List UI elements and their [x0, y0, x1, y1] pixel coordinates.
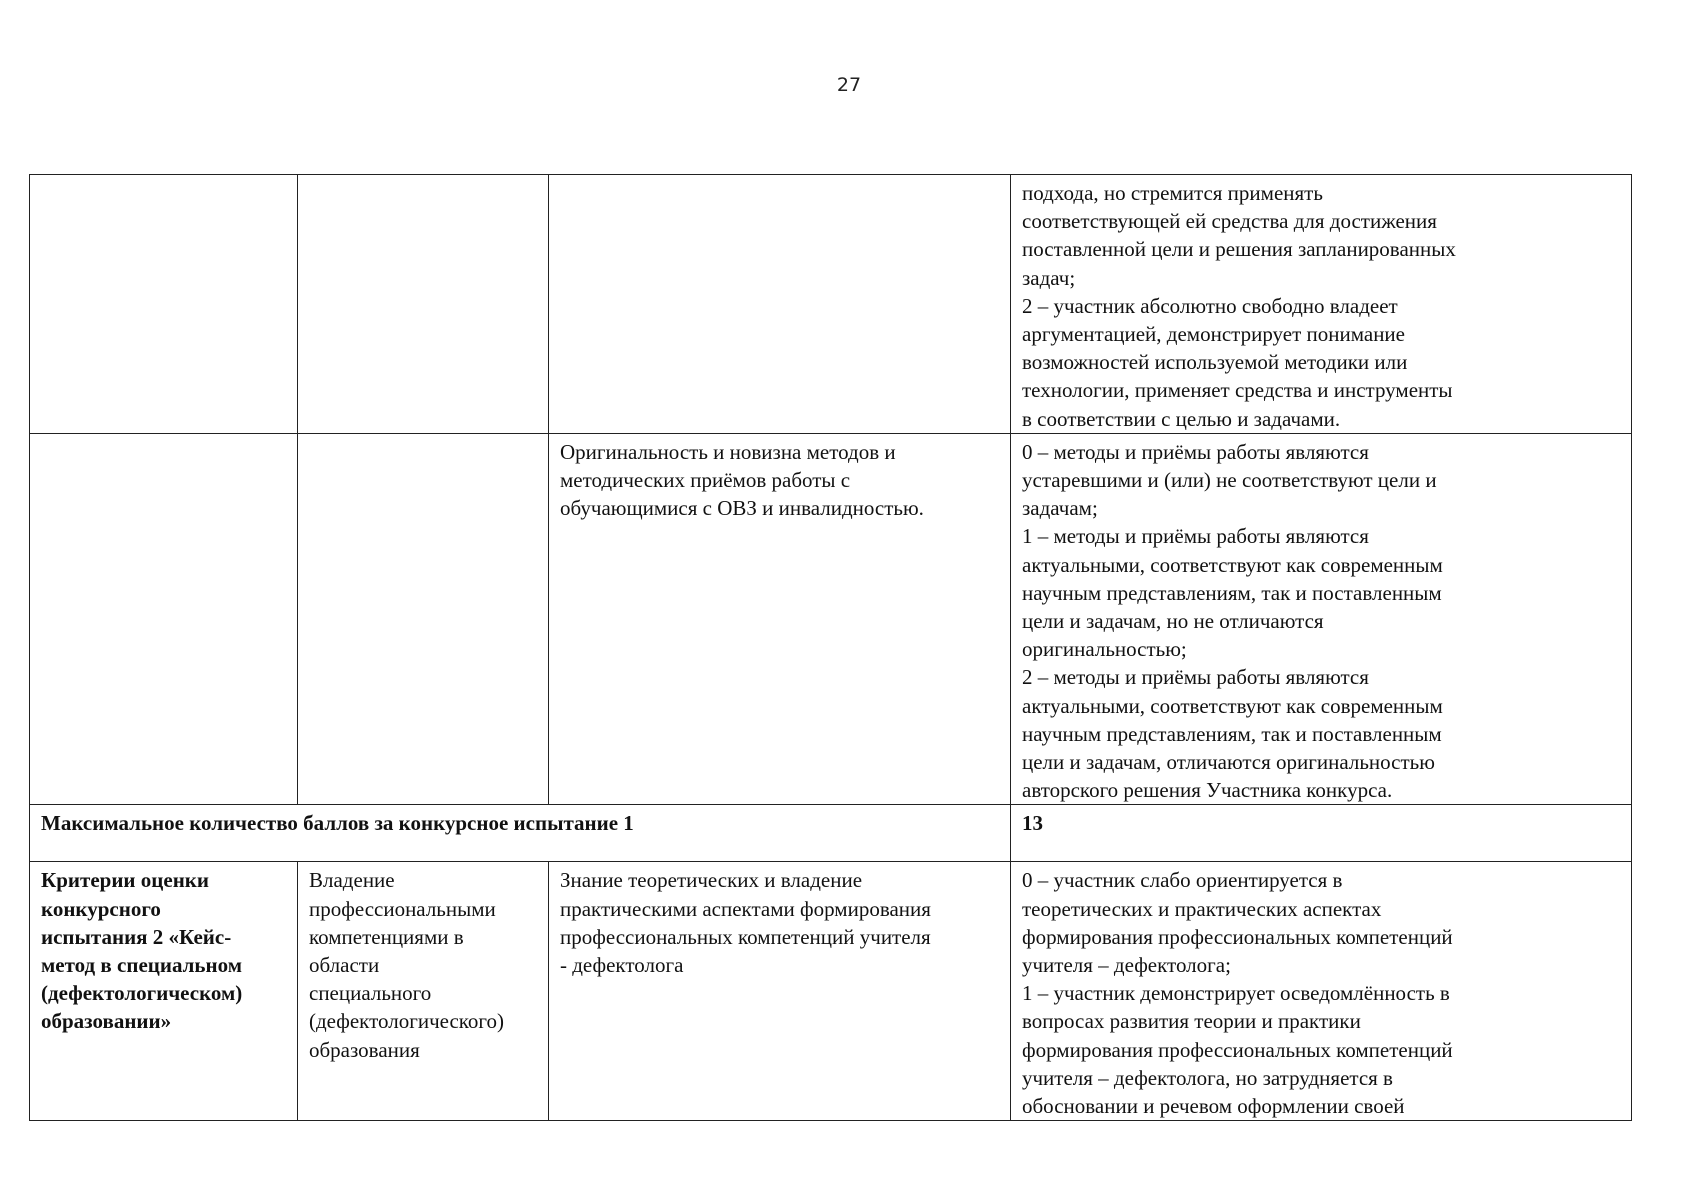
- text-line: задач;: [1022, 265, 1076, 290]
- text-line: метод в специальном: [41, 953, 243, 978]
- text-line: Оригинальность и новизна методов и: [560, 439, 896, 464]
- text-line: (дефектологическом): [41, 981, 243, 1006]
- max-score-label: Максимальное количество баллов за конкурсное испытание 1: [30, 805, 1011, 862]
- text-line: 1 – участник демонстрирует осведомлённость в: [1022, 981, 1450, 1006]
- text-line: профессиональными: [309, 896, 496, 921]
- table-row: [30, 433, 1632, 805]
- indicator-cell: [549, 433, 1011, 805]
- text-line: актуальными, соответствуют как современным: [1022, 693, 1443, 718]
- text-line: научным представлениям, так и поставленным: [1022, 721, 1442, 746]
- text-line: компетенциями в: [309, 924, 464, 949]
- text-line: учителя – дефектолога, но затрудняется в: [1022, 1065, 1393, 1090]
- text-line: конкурсного: [41, 896, 161, 921]
- text-line: обучающимися с ОВЗ и инвалидностью.: [560, 496, 924, 521]
- text-line: цели и задачам, отличаются оригинальностью: [1022, 750, 1435, 775]
- criteria-cell: [30, 862, 298, 1121]
- text-line: поставленной цели и решения запланированных: [1022, 237, 1456, 262]
- text-line: вопросах развития теории и практики: [1022, 1009, 1361, 1034]
- criteria-table: [29, 174, 1632, 1121]
- text-line: профессиональных компетенций учителя: [560, 924, 931, 949]
- text-line: возможностей используемой методики или: [1022, 350, 1408, 375]
- text-line: в соответствии с целью и задачами.: [1022, 406, 1341, 431]
- text-line: учителя – дефектолога;: [1022, 953, 1231, 978]
- text-line: (дефектологического): [309, 1009, 505, 1034]
- page-number: 27: [836, 74, 862, 96]
- table-row: [30, 175, 1632, 434]
- text-line: Знание теоретических и владение: [560, 868, 863, 893]
- text-line: теоретических и практических аспектах: [1022, 896, 1382, 921]
- text-line: технологии, применяет средства и инструменты: [1022, 378, 1453, 403]
- text-line: задачам;: [1022, 496, 1098, 521]
- text-line: актуальными, соответствуют как современным: [1022, 552, 1443, 577]
- text-line: формирования профессиональных компетенций: [1022, 1037, 1453, 1062]
- text-line: испытания 2 «Кейс-: [41, 924, 232, 949]
- text-line: методических приёмов работы с: [560, 468, 851, 493]
- criterion-cell: [298, 862, 549, 1121]
- criteria-cell: [30, 175, 298, 434]
- indicator-cell: [549, 175, 1011, 434]
- text-line: Критерии оценки: [41, 868, 209, 893]
- criterion-cell: [298, 175, 549, 434]
- text-line: цели и задачам, но не отличаются: [1022, 609, 1324, 634]
- description-cell: [1011, 433, 1632, 805]
- text-line: практическими аспектами формирования: [560, 896, 931, 921]
- criterion-cell: [298, 433, 549, 805]
- text-line: 2 – участник абсолютно свободно владеет: [1022, 293, 1398, 318]
- text-line: области: [309, 953, 380, 978]
- text-line: Владение: [309, 868, 395, 893]
- text-line: 0 – участник слабо ориентируется в: [1022, 868, 1343, 893]
- text-line: научным представлениям, так и поставленным: [1022, 580, 1442, 605]
- text-line: формирования профессиональных компетенций: [1022, 924, 1453, 949]
- text-line: подхода, но стремится применять: [1022, 181, 1323, 205]
- description-cell: [1011, 862, 1632, 1121]
- table-row-max-score: [30, 805, 1632, 862]
- max-score-value: 13: [1011, 805, 1632, 862]
- text-line: образования: [309, 1037, 420, 1062]
- text-line: 1 – методы и приёмы работы являются: [1022, 524, 1369, 549]
- description-cell: [1011, 175, 1632, 434]
- indicator-cell: [549, 862, 1011, 1121]
- text-line: - дефектолога: [560, 953, 684, 978]
- text-line: аргументацией, демонстрирует понимание: [1022, 322, 1405, 347]
- text-line: оригинальностью;: [1022, 637, 1187, 662]
- text-line: соответствующей ей средства для достижения: [1022, 209, 1437, 234]
- text-line: 2 – методы и приёмы работы являются: [1022, 665, 1369, 690]
- criteria-cell: [30, 433, 298, 805]
- text-line: специального: [309, 981, 432, 1006]
- text-line: образовании»: [41, 1009, 172, 1034]
- text-line: 0 – методы и приёмы работы являются: [1022, 439, 1369, 464]
- text-line: обосновании и речевом оформлении своей: [1022, 1094, 1405, 1119]
- text-line: авторского решения Участника конкурса.: [1022, 778, 1393, 803]
- text-line: устаревшими и (или) не соответствуют цели и: [1022, 468, 1437, 493]
- table-row: [30, 862, 1632, 1121]
